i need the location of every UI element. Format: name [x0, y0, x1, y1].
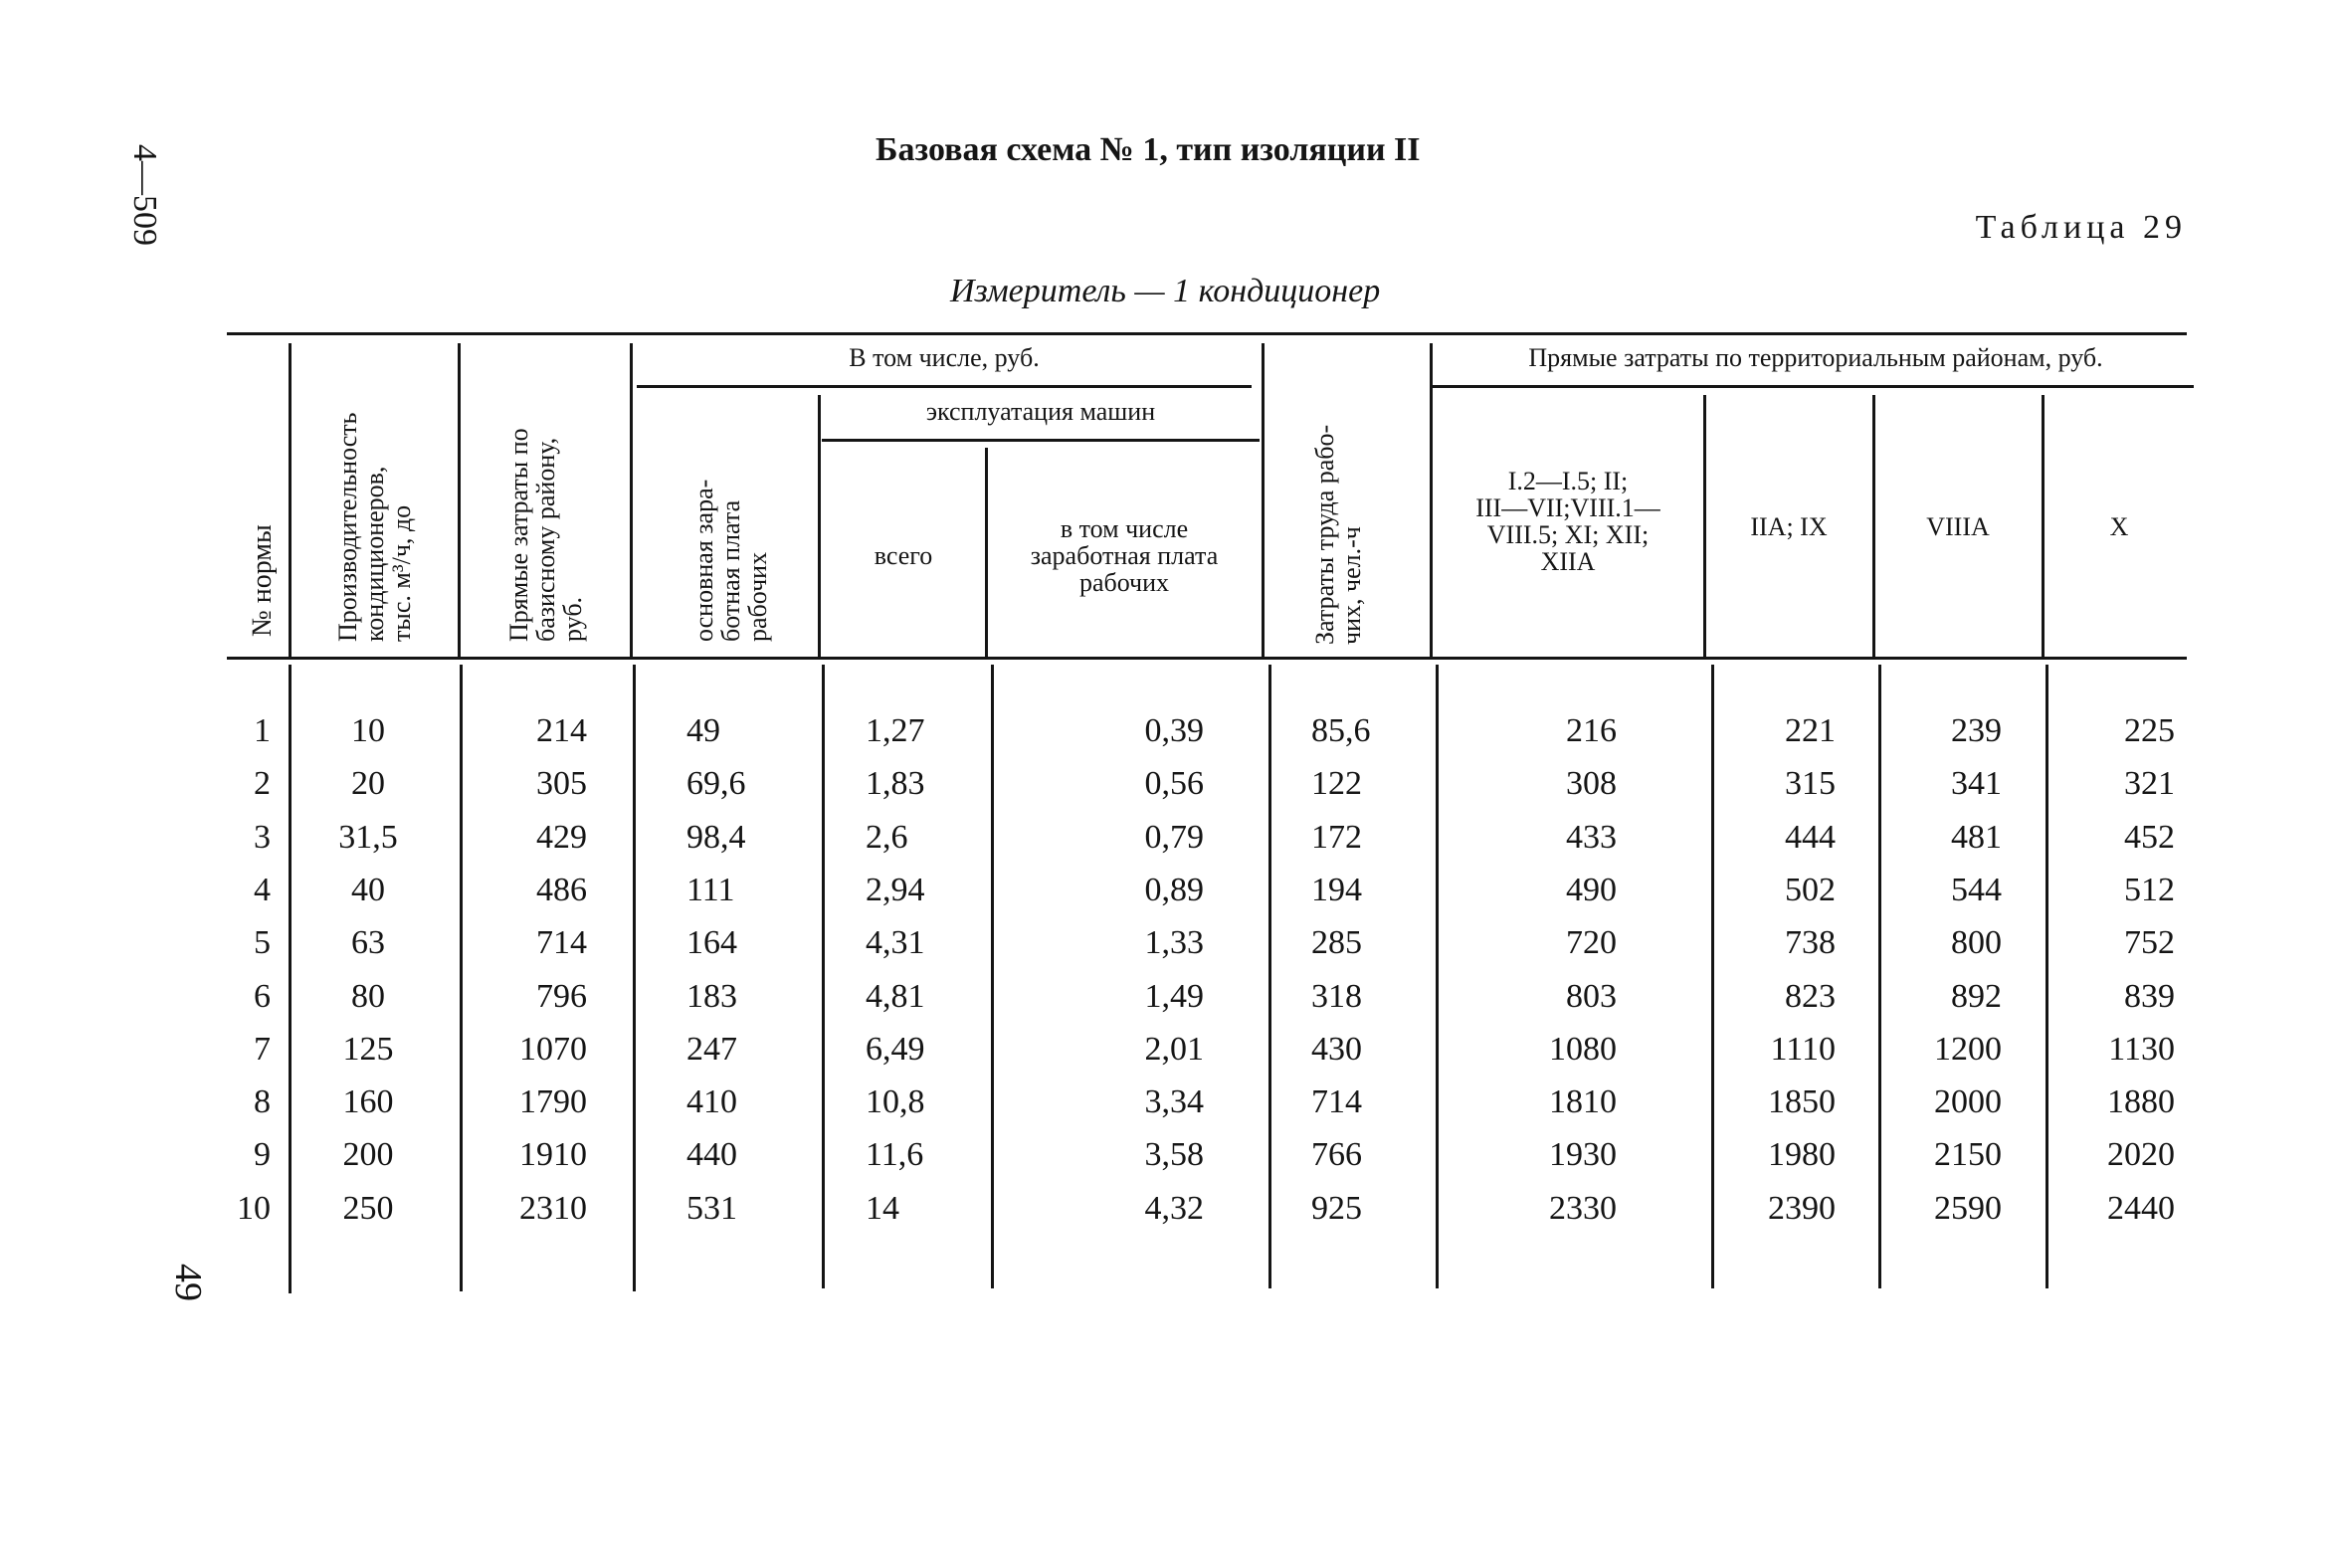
cell-machines-total: 6,49: [866, 1031, 925, 1068]
cell-direct-base: 214: [536, 712, 587, 749]
measure-unit: Измеритель — 1 кондиционер: [950, 273, 1381, 309]
cell-norm-no: 5: [254, 924, 271, 961]
header-incl-group: В том числе, руб.: [849, 343, 1040, 372]
cell-labor: 714: [1311, 1083, 1362, 1120]
cell-region-2: 2390: [1768, 1190, 1836, 1227]
header-machines-wage-line: заработная плата: [1030, 541, 1219, 570]
header-wage-line: основная зара-: [689, 479, 718, 642]
cell-region-4: 839: [2124, 978, 2175, 1015]
header-direct-base-line: руб.: [558, 596, 587, 642]
cell-region-1: 216: [1566, 712, 1617, 749]
table-top-rule: [227, 332, 2187, 335]
cell-region-4: 512: [2124, 872, 2175, 908]
cell-norm-no: 3: [254, 819, 271, 856]
cell-region-2: 738: [1785, 924, 1836, 961]
cell-norm-no: 10: [237, 1190, 271, 1227]
header-labor-line: Затраты труда рабо-: [1310, 424, 1339, 645]
header-machines-group: эксплуатация машин: [925, 397, 1156, 426]
header-direct-base: [505, 428, 586, 642]
col-rule: [818, 395, 821, 657]
cell-direct-base: 1910: [519, 1136, 587, 1173]
cell-wage: 410: [686, 1083, 737, 1120]
col-rule: [1430, 343, 1433, 657]
cell-capacity: 31,5: [338, 819, 398, 856]
col-rule: [2046, 665, 2048, 1288]
cell-labor: 285: [1311, 924, 1362, 961]
cell-capacity: 160: [342, 1083, 394, 1120]
page-title: Базовая схема № 1, тип изоляции II: [876, 131, 1421, 168]
header-labor: [1311, 425, 1365, 645]
col-rule: [633, 665, 636, 1291]
col-rule: [289, 665, 292, 1293]
cell-direct-base: 429: [536, 819, 587, 856]
cell-machines-wage: 0,56: [1144, 765, 1204, 802]
cell-region-4: 1130: [2108, 1031, 2175, 1068]
cell-region-2: 823: [1785, 978, 1836, 1015]
cell-machines-total: 14: [866, 1190, 899, 1227]
cell-capacity: 250: [342, 1190, 394, 1227]
cell-norm-no: 4: [254, 872, 271, 908]
cell-norm-no: 9: [254, 1136, 271, 1173]
cell-region-2: 315: [1785, 765, 1836, 802]
header-norm-no: [249, 524, 276, 637]
cell-machines-wage: 1,33: [1144, 924, 1204, 961]
cell-region-1: 1810: [1549, 1083, 1617, 1120]
header-labor-line: чих, чел.-ч: [1337, 526, 1366, 645]
cell-region-4: 2440: [2107, 1190, 2175, 1227]
cell-wage: 111: [686, 872, 735, 908]
cell-labor: 85,6: [1311, 712, 1371, 749]
cell-region-1: 1080: [1549, 1031, 1617, 1068]
regions-group-rule: [1433, 385, 2194, 388]
cell-region-1: 803: [1566, 978, 1617, 1015]
cell-norm-no: 1: [254, 712, 271, 749]
cell-wage: 247: [686, 1031, 737, 1068]
cell-wage: 440: [686, 1136, 737, 1173]
header-machines-wage-line: в том числе: [1060, 514, 1189, 543]
cell-capacity: 40: [351, 872, 385, 908]
header-region-1-line: XIIA: [1540, 547, 1596, 576]
col-rule: [460, 665, 463, 1291]
cell-wage: 49: [686, 712, 720, 749]
header-norm-no-text: № нормы: [247, 524, 278, 637]
cell-machines-wage: 0,39: [1144, 712, 1204, 749]
cell-region-2: 444: [1785, 819, 1836, 856]
cell-norm-no: 7: [254, 1031, 271, 1068]
table-label: Таблица 29: [1975, 209, 2187, 246]
cell-capacity: 10: [351, 712, 385, 749]
cell-capacity: 20: [351, 765, 385, 802]
cell-direct-base: 1070: [519, 1031, 587, 1068]
cell-region-3: 2590: [1934, 1190, 2002, 1227]
col-rule: [1436, 665, 1439, 1288]
cell-direct-base: 486: [536, 872, 587, 908]
cell-region-2: 221: [1785, 712, 1836, 749]
cell-region-3: 239: [1951, 712, 2002, 749]
col-rule: [1262, 343, 1265, 657]
header-machines-wage-line: рабочих: [1078, 568, 1170, 597]
cell-region-4: 225: [2124, 712, 2175, 749]
header-direct-base-line: Прямые затраты по: [504, 428, 533, 642]
cell-region-1: 720: [1566, 924, 1617, 961]
header-capacity-line: кондиционеров,: [360, 466, 389, 642]
cell-region-3: 2150: [1934, 1136, 2002, 1173]
cell-capacity: 63: [351, 924, 385, 961]
incl-group-rule: [637, 385, 1252, 388]
cell-region-2: 1850: [1768, 1083, 1836, 1120]
cell-region-3: 544: [1951, 872, 2002, 908]
cell-region-2: 502: [1785, 872, 1836, 908]
cell-wage: 183: [686, 978, 737, 1015]
page-number: 49: [167, 1264, 209, 1301]
cell-region-3: 892: [1951, 978, 2002, 1015]
cell-direct-base: 714: [536, 924, 587, 961]
header-wage-line: рабочих: [743, 551, 772, 642]
cell-region-4: 2020: [2107, 1136, 2175, 1173]
cell-direct-base: 305: [536, 765, 587, 802]
header-capacity: [334, 412, 415, 642]
col-rule: [289, 343, 292, 657]
cell-machines-wage: 0,79: [1144, 819, 1204, 856]
cell-region-1: 433: [1566, 819, 1617, 856]
cell-region-1: 1930: [1549, 1136, 1617, 1173]
header-capacity-line: тыс. м³/ч, до: [387, 504, 416, 642]
col-rule: [822, 665, 825, 1288]
cell-machines-total: 1,83: [866, 765, 925, 802]
cell-labor: 318: [1311, 978, 1362, 1015]
cell-wage: 531: [686, 1190, 737, 1227]
cell-region-1: 2330: [1549, 1190, 1617, 1227]
col-rule: [458, 343, 461, 657]
header-regions-group: Прямые затраты по территориальным районам, руб.: [1528, 343, 2103, 372]
header-machines-wage: [989, 515, 1260, 596]
cell-wage: 164: [686, 924, 737, 961]
header-wage-line: ботная плата: [716, 499, 745, 642]
cell-capacity: 125: [342, 1031, 394, 1068]
cell-labor: 430: [1311, 1031, 1362, 1068]
cell-region-3: 341: [1951, 765, 2002, 802]
col-rule: [1268, 665, 1271, 1288]
cell-norm-no: 6: [254, 978, 271, 1015]
header-region-3: VIIIA: [1926, 512, 1990, 541]
margin-code: 4—509: [126, 144, 163, 246]
header-capacity-line: Производительность: [333, 412, 362, 642]
header-direct-base-line: базисному району,: [531, 437, 560, 642]
cell-norm-no: 2: [254, 765, 271, 802]
cell-region-4: 452: [2124, 819, 2175, 856]
cell-wage: 69,6: [686, 765, 746, 802]
cell-machines-total: 10,8: [866, 1083, 925, 1120]
cell-region-2: 1980: [1768, 1136, 1836, 1173]
cell-labor: 766: [1311, 1136, 1362, 1173]
header-bottom-rule: [227, 657, 2187, 660]
header-region-1: [1435, 468, 1701, 575]
cell-machines-wage: 3,58: [1144, 1136, 1204, 1173]
cell-machines-wage: 3,34: [1144, 1083, 1204, 1120]
cell-machines-wage: 4,32: [1144, 1190, 1204, 1227]
cell-region-3: 481: [1951, 819, 2002, 856]
header-region-1-line: I.2—I.5; II;: [1507, 467, 1629, 495]
cell-machines-total: 11,6: [866, 1136, 924, 1173]
col-rule: [985, 448, 988, 657]
cell-labor: 925: [1311, 1190, 1362, 1227]
cell-region-3: 1200: [1934, 1031, 2002, 1068]
cell-machines-wage: 2,01: [1144, 1031, 1204, 1068]
header-region-2: IIA; IX: [1750, 512, 1828, 541]
cell-machines-total: 4,31: [866, 924, 925, 961]
header-region-1-line: III—VII;VIII.1—: [1475, 493, 1660, 522]
cell-labor: 194: [1311, 872, 1362, 908]
cell-region-4: 321: [2124, 765, 2175, 802]
header-machines-total: всего: [874, 541, 933, 570]
cell-capacity: 200: [342, 1136, 394, 1173]
cell-region-4: 1880: [2107, 1083, 2175, 1120]
cell-direct-base: 796: [536, 978, 587, 1015]
cell-region-1: 308: [1566, 765, 1617, 802]
header-wage: [690, 480, 771, 642]
cell-region-3: 800: [1951, 924, 2002, 961]
cell-direct-base: 2310: [519, 1190, 587, 1227]
header-region-1-line: VIII.5; XI; XII;: [1486, 520, 1650, 549]
cell-machines-wage: 0,89: [1144, 872, 1204, 908]
cell-machines-total: 4,81: [866, 978, 925, 1015]
cell-region-4: 752: [2124, 924, 2175, 961]
cell-region-2: 1110: [1770, 1031, 1836, 1068]
cell-machines-total: 2,6: [866, 819, 908, 856]
cell-capacity: 80: [351, 978, 385, 1015]
cell-labor: 122: [1311, 765, 1362, 802]
machines-group-rule: [822, 439, 1260, 442]
cell-region-3: 2000: [1934, 1083, 2002, 1120]
header-region-4: X: [2109, 512, 2129, 541]
cell-machines-wage: 1,49: [1144, 978, 1204, 1015]
cell-machines-total: 1,27: [866, 712, 925, 749]
cell-wage: 98,4: [686, 819, 746, 856]
col-rule: [630, 343, 633, 657]
col-rule: [991, 665, 994, 1288]
cell-region-1: 490: [1566, 872, 1617, 908]
cell-direct-base: 1790: [519, 1083, 587, 1120]
cell-norm-no: 8: [254, 1083, 271, 1120]
cell-machines-total: 2,94: [866, 872, 925, 908]
cell-labor: 172: [1311, 819, 1362, 856]
